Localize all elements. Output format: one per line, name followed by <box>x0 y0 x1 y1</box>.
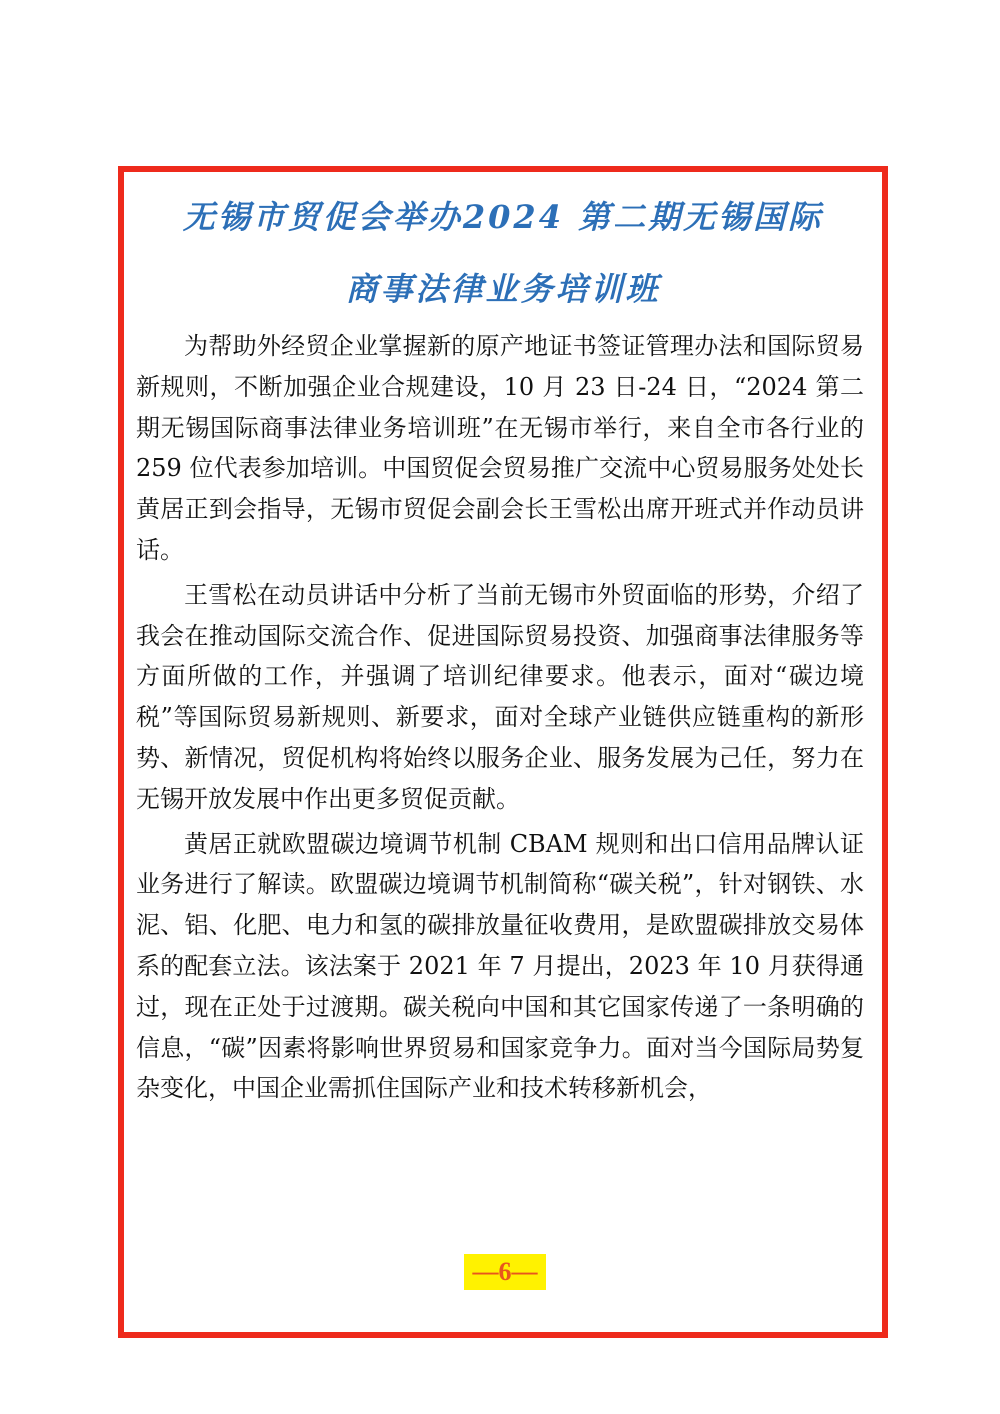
paragraph-3: 黄居正就欧盟碳边境调节机制 CBAM 规则和出口信用品牌认证业务进行了解读。欧盟碳边境调节机制简称“碳关税”，针对钢铁、水泥、铝、化肥、电力和氢的碳排放量征收费用，是欧盟碳排放交易体系的配套立法。该法案于 2021 年 7 月提出，2023 年 10 月获得通过，现在正处于过渡期。碳关税向中国和其它国家传递了一条明确的信息，“碳”因素将影响世界贸易和国家竞争力。面对当今国际局势复杂变化，中国企业需抓住国际产业和技术转移新机会， <box>136 829 864 1103</box>
article-title-line-2: 商事法律业务培训班 <box>345 270 661 308</box>
article-body <box>136 326 864 1113</box>
paragraph-1: 为帮助外经贸企业掌握新的原产地证书签证管理办法和国际贸易新规则，不断加强企业合规建设，10 月 23 日-24 日，“2024 第二期无锡国际商事法律业务培训班”在无锡市举行，来自全市各行业的 259 位代表参加培训。中国贸促会贸易推广交流中心贸易服务处处长黄居正到会指导，无锡市贸促会副会长王雪松出席开班式并作动员讲话。 <box>136 332 864 564</box>
paragraph-2: 王雪松在动员讲话中分析了当前无锡市外贸面临的形势，介绍了我会在推动国际交流合作、促进国际贸易投资、加强商事法律服务等方面所做的工作，并强调了培训纪律要求。他表示，面对“碳边境税”等国际贸易新规则、新要求，面对全球产业链供应链重构的新形势、新情况，贸促机构将始终以服务企业、服务发展为己任，努力在无锡开放发展中作出更多贸促贡献。 <box>136 580 864 813</box>
page-number: —6— <box>464 1254 546 1290</box>
article-title-line-1: 无锡市贸促会举办2024 第二期无锡国际 <box>182 198 824 236</box>
